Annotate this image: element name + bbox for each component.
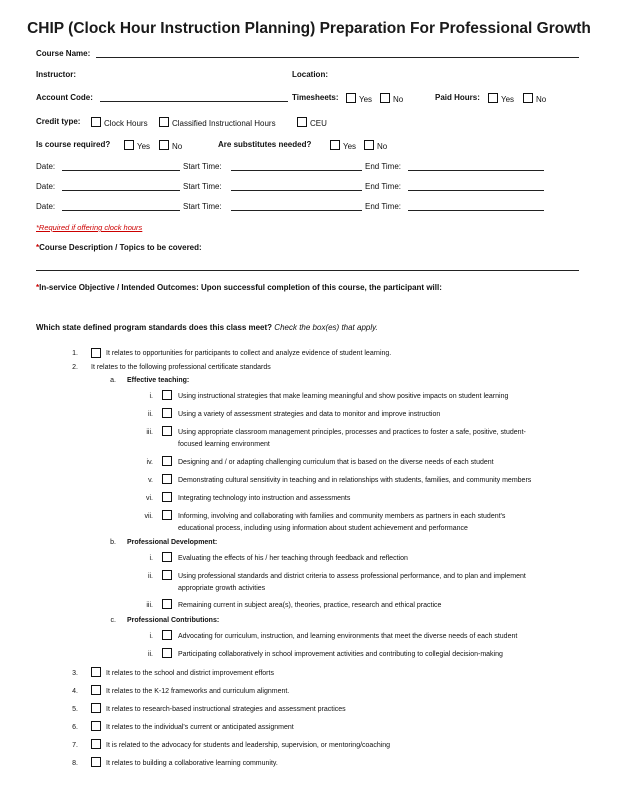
list-letter: c. <box>110 617 116 624</box>
c2-text: Participating collaboratively in school improvement activities and contributing to collegial decision-making <box>178 651 503 658</box>
account-code-label: Account Code: <box>36 93 93 102</box>
item-2-text: It relates to the following professional certificate standards <box>91 364 271 371</box>
required-yes[interactable]: Yes <box>124 140 150 151</box>
checkbox-a2[interactable] <box>162 408 172 418</box>
paid-hours-label: Paid Hours: <box>435 93 480 102</box>
course-name-field[interactable] <box>96 57 579 58</box>
item-8-text: It relates to building a collaborative learning community. <box>106 760 278 767</box>
checkbox-icon[interactable] <box>488 93 498 103</box>
list-roman: vii. <box>144 513 153 520</box>
list-letter: b. <box>110 539 116 546</box>
list-roman: ii. <box>147 573 153 580</box>
checkbox-icon[interactable] <box>364 140 374 150</box>
substitutes-no[interactable]: No <box>364 140 387 151</box>
item-6-text: It relates to the individual's current or anticipated assignment <box>106 724 294 731</box>
end-time-field-1[interactable] <box>408 170 544 171</box>
item-5-text: It relates to research-based instructional strategies and assessment practices <box>106 706 346 713</box>
b2-text-1: Using professional standards and district criteria to assess professional performance, and to plan and implement <box>178 573 526 580</box>
end-time-label-3: End Time: <box>365 202 402 211</box>
required-note: *Required if offering clock hours <box>36 223 143 232</box>
checkbox-item-8[interactable] <box>91 757 101 767</box>
checkbox-a1[interactable] <box>162 390 172 400</box>
paid-hours-yes[interactable]: Yes <box>488 93 514 104</box>
course-description-label: *Course Description / Topics to be covered: <box>36 243 202 252</box>
checkbox-a7[interactable] <box>162 510 172 520</box>
professional-contributions-heading: Professional Contributions: <box>127 617 220 624</box>
list-number: 5. <box>72 706 78 713</box>
account-code-field[interactable] <box>100 101 288 102</box>
instructor-label: Instructor: <box>36 70 76 79</box>
start-time-field-2[interactable] <box>231 190 362 191</box>
b1-text: Evaluating the effects of his / her teaching through feedback and reflection <box>178 555 408 562</box>
checkbox-icon[interactable] <box>380 93 390 103</box>
a6-text: Integrating technology into instruction and assessments <box>178 495 351 502</box>
list-roman: i. <box>149 393 153 400</box>
timesheets-label: Timesheets: <box>292 93 339 102</box>
list-number: 8. <box>72 760 78 767</box>
list-roman: ii. <box>147 411 153 418</box>
a2-text: Using a variety of assessment strategies and data to monitor and improve instruction <box>178 411 441 418</box>
standards-question: Which state defined program standards does this class meet? Check the box(es) that apply. <box>36 323 378 332</box>
b2-text-2: appropriate growth activities <box>178 585 266 592</box>
start-time-field-3[interactable] <box>231 210 362 211</box>
c1-text: Advocating for curriculum, instruction, and learning environments that meet the diverse needs of each student <box>178 633 518 640</box>
a7-text-2: educational process, including using information about student achievement and performance <box>178 525 468 532</box>
date-field-1[interactable] <box>62 170 180 171</box>
checkbox-item-6[interactable] <box>91 721 101 731</box>
location-label: Location: <box>292 70 328 79</box>
start-time-label-1: Start Time: <box>183 162 222 171</box>
list-roman: iii. <box>146 602 153 609</box>
checkbox-c1[interactable] <box>162 630 172 640</box>
date-field-2[interactable] <box>62 190 180 191</box>
item-7-text: It is related to the advocacy for students and leadership, supervision, or mentoring/coaching <box>106 742 391 749</box>
objective-label: *In-service Objective / Intended Outcomes: Upon successful completion of this course, the participant will: <box>36 283 442 292</box>
checkbox-a5[interactable] <box>162 474 172 484</box>
list-letter: a. <box>110 377 116 384</box>
required-no[interactable]: No <box>159 140 182 151</box>
list-roman: i. <box>149 555 153 562</box>
checkbox-icon[interactable] <box>124 140 134 150</box>
list-roman: v. <box>148 477 153 484</box>
date-label-1: Date: <box>36 162 56 171</box>
date-label-2: Date: <box>36 182 56 191</box>
page-title: CHIP (Clock Hour Instruction Planning) Preparation For Professional Growth <box>27 20 591 37</box>
list-roman: vi. <box>146 495 153 502</box>
list-number: 4. <box>72 688 78 695</box>
checkbox-icon[interactable] <box>330 140 340 150</box>
start-time-field-1[interactable] <box>231 170 362 171</box>
substitutes-yes[interactable]: Yes <box>330 140 356 151</box>
list-number: 1. <box>72 350 78 357</box>
checkbox-icon[interactable] <box>523 93 533 103</box>
checkbox-item-7[interactable] <box>91 739 101 749</box>
list-roman: i. <box>149 633 153 640</box>
date-label-3: Date: <box>36 202 56 211</box>
checkbox-a4[interactable] <box>162 456 172 466</box>
list-number: 2. <box>72 364 78 371</box>
checkbox-icon[interactable] <box>159 117 169 127</box>
substitutes-label: Are substitutes needed? <box>218 140 312 149</box>
start-time-label-2: Start Time: <box>183 182 222 191</box>
course-required-label: Is course required? <box>36 140 111 149</box>
list-number: 3. <box>72 670 78 677</box>
a1-text: Using instructional strategies that make learning meaningful and show positive impacts on student learning <box>178 393 509 400</box>
course-description-field[interactable] <box>36 270 579 271</box>
credit-type-label: Credit type: <box>36 117 81 126</box>
end-time-field-2[interactable] <box>408 190 544 191</box>
timesheets-yes[interactable]: Yes <box>346 93 372 104</box>
a7-text-1: Informing, involving and collaborating with families and community members as partners in each student's <box>178 513 506 520</box>
checkbox-b1[interactable] <box>162 552 172 562</box>
end-time-label-1: End Time: <box>365 162 402 171</box>
list-roman: iv. <box>146 459 153 466</box>
checkbox-icon[interactable] <box>297 117 307 127</box>
checkbox-b3[interactable] <box>162 599 172 609</box>
end-time-label-2: End Time: <box>365 182 402 191</box>
a5-text: Demonstrating cultural sensitivity in teaching and in relationships with students, families, and community members <box>178 477 532 484</box>
checkbox-item-3[interactable] <box>91 667 101 677</box>
start-time-label-3: Start Time: <box>183 202 222 211</box>
checkbox-item-1[interactable] <box>91 348 101 358</box>
checkbox-item-4[interactable] <box>91 685 101 695</box>
list-roman: ii. <box>147 651 153 658</box>
item-3-text: It relates to the school and district improvement efforts <box>106 670 274 677</box>
checkbox-icon[interactable] <box>91 117 101 127</box>
checkbox-icon[interactable] <box>346 93 356 103</box>
checkbox-item-5[interactable] <box>91 703 101 713</box>
a3-text-1: Using appropriate classroom management principles, processes and practices to foster a safe, positive, student- <box>178 429 526 436</box>
end-time-field-3[interactable] <box>408 210 544 211</box>
effective-teaching-heading: Effective teaching: <box>127 377 190 384</box>
b3-text: Remaining current in subject area(s), theories, practice, research and ethical practice <box>178 602 442 609</box>
checkbox-icon[interactable] <box>159 140 169 150</box>
a3-text-2: focused learning environment <box>178 441 270 448</box>
timesheets-no[interactable]: No <box>380 93 403 104</box>
course-name-label: Course Name: <box>36 49 91 58</box>
professional-development-heading: Professional Development: <box>127 539 218 546</box>
paid-hours-no[interactable]: No <box>523 93 546 104</box>
checkbox-a6[interactable] <box>162 492 172 502</box>
list-number: 7. <box>72 742 78 749</box>
date-field-3[interactable] <box>62 210 180 211</box>
a4-text: Designing and / or adapting challenging curriculum that is based on the diverse needs of each student <box>178 459 494 466</box>
credit-ceu[interactable]: CEU <box>297 117 327 128</box>
checkbox-c2[interactable] <box>162 648 172 658</box>
list-roman: iii. <box>146 429 153 436</box>
list-number: 6. <box>72 724 78 731</box>
checkbox-a3[interactable] <box>162 426 172 436</box>
item-1-text: It relates to opportunities for participants to collect and analyze evidence of student learning. <box>106 350 392 357</box>
item-4-text: It relates to the K-12 frameworks and curriculum alignment. <box>106 688 290 695</box>
credit-classified[interactable]: Classified Instructional Hours <box>159 117 276 128</box>
credit-clock-hours[interactable]: Clock Hours <box>91 117 148 128</box>
checkbox-b2[interactable] <box>162 570 172 580</box>
